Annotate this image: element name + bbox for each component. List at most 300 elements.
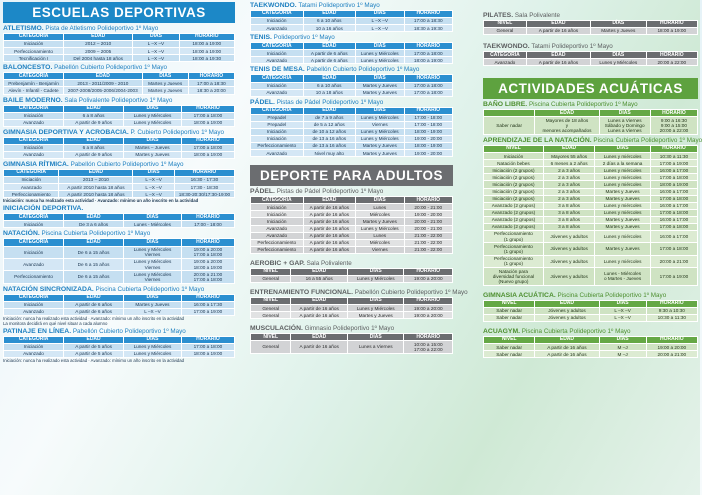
sec-tenis-mesa [250,66,453,96]
table-cell: A partir 2010 hasta 18 años [59,184,133,191]
column-header: DÍAS [124,239,182,246]
column-header: DÍAS [347,334,404,341]
table-row [4,246,235,258]
table-cell: A partir 2010 hasta 18 años [59,191,133,198]
table-cell: Jóvenes y adultos [543,231,594,243]
column-header: HORARIO [404,268,453,275]
column-header: DÍAS [124,137,182,144]
table-row [251,136,453,143]
column-header: DÍAS [356,11,404,18]
sec-bano-libre [483,101,698,135]
table-cell: A partir de 6 años [64,301,124,308]
table-cell: A partir de 16 años [303,239,356,246]
table-cell: Iniciación [251,18,304,25]
table-cell: 17:00 a 18:00 [404,50,453,57]
schedule-table [250,74,453,96]
table-row [484,351,698,358]
table-cell: Lunes y miércoles [595,181,651,188]
table-row [251,239,453,246]
table-header-row [251,107,453,114]
column-header: HORARIO [181,336,234,343]
column-header: NIVEL [484,146,544,153]
table-cell: Avanzado [4,184,59,191]
table-cell: 2 a 3 años [543,195,594,202]
table-cell: Martes y Jueves [356,82,404,89]
section-heading [3,25,235,33]
table-cell: Iniciación [251,50,304,57]
sec-sincronizada [3,286,235,316]
table-cell: Avanzado [4,151,64,158]
column-header: DÍAS [599,300,646,307]
table-cell: 10:00 a 15:00 17:00 a 22:00 [404,341,453,353]
table-cell: Martes y Jueves [590,28,646,35]
table-cell: Lunes y miércoles [595,209,651,216]
table-cell: Avanzado (2 grupos) [484,209,544,216]
section-heading [250,34,453,42]
table-row [251,114,453,121]
column-header: DÍAS [599,110,650,117]
table-cell: 16:00 a 17:00 [650,231,697,243]
table-cell: 18:00 a 19:00 [181,119,234,126]
table-cell: 10:30 a 11:30 [650,153,697,160]
table-header-row [484,110,698,117]
table-cell: De 3 a 6 años [64,221,124,228]
table-cell: General [251,341,291,353]
table-row [4,221,235,228]
sec-padel-adultos [250,188,453,254]
activity-place: Gimnasio Polideportivo 1º Mayo [304,325,395,333]
table-header-row [4,294,235,301]
table-header-row [484,146,698,153]
table-cell: Avanzado (2 grupos) [484,216,544,223]
table-row [251,211,453,218]
table-cell: A partir de 9 años [64,119,124,126]
sec-funcional [250,289,468,319]
schedule-table [3,169,235,198]
column-header: EDAD [64,239,124,246]
table-cell: 19:00 a 20:00 [404,275,453,282]
table-cell: L –X –V [133,191,175,198]
table-cell: Martes y Jueves [595,223,651,230]
section-title-adultos: DEPORTE PARA ADULTOS [250,165,453,186]
table-cell: A partir de 6 años [303,50,356,57]
table-header-row [251,75,453,82]
table-cell: 18:30 a 20:00 [188,87,234,94]
column-header: EDAD [291,268,348,275]
table-cell: Lunes y miércoles [595,202,651,209]
section-heading [250,99,453,107]
table-cell: Lunes y Miércoles Viernes [124,271,182,283]
table-row [484,181,698,188]
section-heading [250,66,453,74]
table-row [484,255,698,267]
activity-name: NATACIÓN. [3,230,40,238]
sec-natacion [3,230,235,283]
table-row [484,231,698,243]
table-cell: Iniciación [251,128,304,135]
table-cell: Perfeccionamiento [251,143,304,150]
table-cell: General [251,275,291,282]
sec-aerobic [250,260,453,283]
table-row [251,57,453,64]
table-header-row [251,43,453,50]
table-cell: 19:00 a 20:00 18:00 a 19:00 [181,258,234,270]
table-cell: 18:00 a 19:00 [179,48,234,55]
activity-place: Polideportivo 1º Mayo [273,34,335,42]
table-header-row [4,105,235,112]
table-row [484,307,698,314]
table-cell: 3 a 8 años [543,216,594,223]
table-cell: 20:00 a 22:00 [646,59,697,66]
table-cell: 19:00 - 20:00 [404,136,453,143]
table-cell: 17:00 a 19:00 [181,308,234,315]
table-cell: L –X –V [133,48,179,55]
column-header: HORARIO [181,294,234,301]
table-cell: Martes y Jueves [595,243,651,255]
table-row [4,151,235,158]
table-cell: Avanzado [251,25,304,32]
table-cell: 6 meses a 2 años [543,160,594,167]
table-cell: 2007-2008/2005-2006/2004-2003 [64,87,143,94]
table-row [4,308,235,315]
column-header: CATEGORÍA [4,294,64,301]
table-cell: M –J [599,344,646,351]
table-cell: Lunes y miércoles [595,167,651,174]
table-cell: L –X –V [599,307,646,314]
table-row [251,50,453,57]
table-cell: Lunes y Miércoles [124,112,182,119]
table-cell: L –X –V [133,184,175,191]
table-header-row [4,137,235,144]
column-header: DÍAS [124,294,182,301]
table-cell: Iniciación [4,246,64,258]
table-cell: Jóvenes y adultos [535,314,599,321]
activity-name: PÁDEL. [250,188,275,196]
column-header: EDAD [64,294,124,301]
column-header: CATEGORÍA [4,239,64,246]
activity-place: Piscina Cubierta Polideportivo 1º Mayo [528,101,638,109]
table-cell: Martes y Jueves [142,87,188,94]
table-cell: 18:30 a 19:30 [404,25,453,32]
table-row [4,112,235,119]
activity-name: PATINAJE EN LÍNEA. [3,327,72,335]
section-heading [483,43,698,51]
schedule-table [483,336,698,358]
table-cell: Lunes y Miércoles Viernes [124,246,182,258]
table-cell: General [484,28,527,35]
table-cell: A partir de 16 años [535,351,599,358]
table-cell: De 6 a 15 años [64,258,124,270]
table-cell: 17:00 a 18:00 [404,82,453,89]
column-header: EDAD [64,214,124,221]
activity-place: Pabellón Cubierto Polideportivo 1º Mayo [306,66,420,74]
table-cell: Lunes y Miércoles [347,275,404,282]
column-header: DÍAS [590,21,646,28]
schedule-table [483,20,698,35]
table-row [4,144,235,151]
column-header: DÍAS [356,197,404,204]
table-row [251,246,453,253]
table-cell: Lunes y Miércoles [356,57,404,64]
section-title-acuaticas: ACTIVIDADES ACUÁTICAS [483,78,698,99]
column-header: EDAD [535,110,599,117]
table-cell: 17:00 - 18:00 [404,121,453,128]
table-cell: A partir de 16 años [303,204,356,211]
sec-acuagym [483,328,698,358]
section-title-escuelas: ESCUELAS DEPORTIVAS [3,2,235,23]
table-row [4,271,235,283]
table-cell: 18:00 a 19:00 [650,181,697,188]
table-cell: A partir de 16 años [303,225,356,232]
table-cell: Lunes y Miércoles [356,114,404,121]
table-cell: A partir de 16 años [303,246,356,253]
table-cell: Iniciación [251,218,304,225]
section-heading [250,289,468,297]
table-cell: Jóvenes y adultos [543,255,594,267]
activity-name: TAEKWONDO. [250,2,297,9]
section-heading [483,137,702,145]
table-cell: 18:00 a 19:00 [179,41,234,48]
column-header [484,110,535,117]
section-heading [3,97,235,105]
column-header: HORARIO [404,43,453,50]
section-heading [250,188,453,196]
column-header: DÍAS [124,105,182,112]
section-heading [3,328,235,336]
table-row [484,28,698,35]
table-cell: 17:00 a 18:00 [650,209,697,216]
column-header: DÍAS [590,52,646,59]
column-header: EDAD [543,146,594,153]
table-cell: 21:00 - 22:00 [404,246,453,253]
table-cell: 17:00 a 18:00 [181,344,234,351]
column-header: HORARIO [646,21,697,28]
table-cell: 6 a 10 años [303,18,356,25]
table-cell: Iniciación [251,136,304,143]
table-cell: Viernes [356,121,404,128]
table-cell: Avanzado [4,308,64,315]
activity-place: Sala Polivalente Polideportivo 1º Mayo [64,96,173,104]
column-header: EDAD [303,75,356,82]
schedule-table [3,72,235,94]
table-cell: 18:00 a 19:00 [646,28,697,35]
column-header: HORARIO [188,73,234,80]
column-header: CATEGORÍA [4,214,64,221]
schedule-table [250,333,453,353]
table-cell: A partir de 16 años [291,341,348,353]
table-row [4,351,235,358]
column-header: DÍAS [356,43,404,50]
schedule-table [3,294,235,316]
table-cell: 2 días a la semana [595,160,651,167]
table-cell: 9:00 a 16:30 9:00 a 15:00 20:00 a 22:00 [650,117,697,135]
table-cell: Lunes y Miércoles [347,305,404,312]
activity-place: Piscina Cubierta Polideportivo 1º Mayo [593,137,702,145]
column-header: CATEGORÍA [251,43,304,50]
activity-name: NATACIÓN SINCRONIZADA. [3,285,94,293]
activity-name: ACUAGYM. [483,328,521,336]
column-header: DÍAS [133,170,175,177]
activity-place: Pabellón Cubierto Polideportivo 1º Mayo [54,64,168,72]
table-cell: 6 a 8 años [64,144,124,151]
note-niveles-3: Iniciación: nunca ha realizado esta actividad · Avanzado: mínimo un año inscrito en la actividad [3,358,184,364]
table-cell: A partir de 16 años [535,344,599,351]
table-cell: 19:00 a 20:00 [404,305,453,312]
table-cell: 18:00 a 19:00 [404,57,453,64]
table-row [251,225,453,232]
table-cell: 16:00 a 17:00 [650,216,697,223]
schedule-table [3,336,235,358]
table-cell: 16:00 a 17:00 [650,202,697,209]
table-row [251,18,453,25]
table-header-row [4,34,235,41]
table-cell: Lunes y Miércoles [124,344,182,351]
column-header: CATEGORÍA [4,73,64,80]
activity-name: ATLETISMO. [3,25,44,32]
table-cell: Del 2004 hasta 18 años [64,55,133,62]
activity-place: P. Cubierto Polideportivo 1º Mayo [130,128,225,136]
table-header-row [4,214,235,221]
activity-name: GIMNASIA ACUÁTICA. [483,291,556,299]
table-cell: Prebenjamín - Benjamín [4,80,64,87]
table-cell: Jóvenes y adultos [535,307,599,314]
table-cell: Natación para diversidad funcional (Nuevo grupo) [484,268,544,286]
sec-gimnasia-acuatica [483,292,698,322]
table-row [4,184,235,191]
table-row [4,48,235,55]
table-cell: 3 a 8 años [543,202,594,209]
table-cell: Prepadel [251,114,304,121]
table-cell: A partir de 16 años [291,305,348,312]
table-cell: 18:00 a 19:30 [179,55,234,62]
sec-baile [3,97,235,127]
table-cell: Jóvenes y adultos [543,243,594,255]
table-cell: Martes y Jueves [356,143,404,150]
activity-place: Piscina Cubierta Polideportivo 1º Mayo [95,285,205,293]
section-heading [3,64,235,72]
table-cell: 16:00 a 17:00 [650,188,697,195]
table-cell: L –X –V [599,314,646,321]
table-cell: Martes y Jueves [595,195,651,202]
table-cell: 17:00 a 18:30 [188,80,234,87]
schedule-table [250,10,453,32]
sec-patinaje [3,328,235,358]
table-cell: de 7 a 9 años [303,114,356,121]
table-cell: Lunes a Viernes [347,341,404,353]
table-header-row [251,334,453,341]
table-cell: Natación bebes [484,160,544,167]
activity-name: PÁDEL. [250,98,275,106]
schedule-table [250,196,453,254]
table-cell: Iniciación [4,301,64,308]
column-header: HORARIO [181,137,234,144]
column-header: NIVEL [484,21,527,28]
table-row [484,195,698,202]
schedule-table [3,238,235,283]
table-cell: Miércoles [356,239,404,246]
table-row [4,177,235,184]
column-header: HORARIO [404,298,453,305]
table-cell: Lunes y Miércoles [356,225,404,232]
table-cell: Jóvenes y adultos [543,268,594,286]
column-header: CATEGORÍA [4,336,64,343]
table-header-row [251,268,453,275]
activity-place: Sala Polivalente [514,12,561,19]
table-cell: 17:00 a 18:00 [181,144,234,151]
activity-name: GIMNASIA RÍTMICA. [3,161,69,169]
table-cell: Iniciación (2 grupos) [484,188,544,195]
column-header: CATEGORÍA [251,107,304,114]
table-cell: Iniciación [484,153,544,160]
section-heading [250,2,453,10]
table-row [484,117,698,135]
table-cell: Lunes - Miércoles [124,221,182,228]
table-cell: 19:00 - 20:00 [404,211,453,218]
section-heading [3,129,235,137]
table-cell: Iniciación [251,82,304,89]
table-cell: 17:00 a 18:00 [404,89,453,96]
table-row [484,59,698,66]
activity-name: APRENDIZAJE DE LA NATACIÓN. [483,137,592,145]
table-cell: Martes – Jueves [124,144,182,151]
table-cell: Avanzado [484,59,527,66]
table-cell: Lunes y Miércoles [356,128,404,135]
table-cell: Saber nadar [484,351,535,358]
table-row [484,160,698,167]
column-header: HORARIO [174,170,234,177]
column-header: DÍAS [142,73,188,80]
activity-name: AEROBIC + GAP. [250,259,305,267]
table-row [484,153,698,160]
table-cell: 2013 – 2010 [59,177,133,184]
table-cell: 10:30 a 11:30 [646,314,697,321]
table-cell: A partir de 16 años [303,211,356,218]
table-cell: 18:30-20:30/17:30-19:00 [174,191,234,198]
table-cell: de 5 a 12 años [303,121,356,128]
note-monitora: La monitora decidirá en qué nivel situar a cada alumno [3,320,108,326]
table-cell: 17:00 a 18:00 [650,195,697,202]
table-cell: Iniciación [251,204,304,211]
table-cell: L –X –V [133,41,179,48]
column-header: EDAD [526,21,590,28]
column-header: EDAD [64,336,124,343]
column-header: DÍAS [347,268,404,275]
activity-name: ENTRENAMIENTO FUNCIONAL. [250,289,353,297]
column-header: NIVEL [251,298,291,305]
table-cell: A partir de 16 años [526,59,590,66]
table-cell: A partir de 6 años [303,57,356,64]
table-cell: 2013 - 2011/2009 - 2010 [64,80,143,87]
schedule-table [250,297,453,319]
sec-tenis [250,34,453,64]
table-cell: Saber nadar [484,307,535,314]
sec-baloncesto [3,64,235,94]
table-cell: 2 a 3 años [543,167,594,174]
column-escuelas [3,2,235,363]
table-cell: 10 a 16 años [303,25,356,32]
column-header: EDAD [303,197,356,204]
table-cell: Lunes [356,232,404,239]
table-cell: 9:30 a 10:30 [646,307,697,314]
sec-gimnasia [3,129,235,159]
activity-place: Pabellón Cubierto Polideportivo 1º Mayo [354,289,468,297]
column-header: HORARIO [179,34,234,41]
table-cell: Saber nadar [484,314,535,321]
table-row [484,174,698,181]
table-row [484,243,698,255]
table-cell: Alevín - Infantil - Cadete [4,87,64,94]
table-cell: Lunes y miércoles [595,231,651,243]
